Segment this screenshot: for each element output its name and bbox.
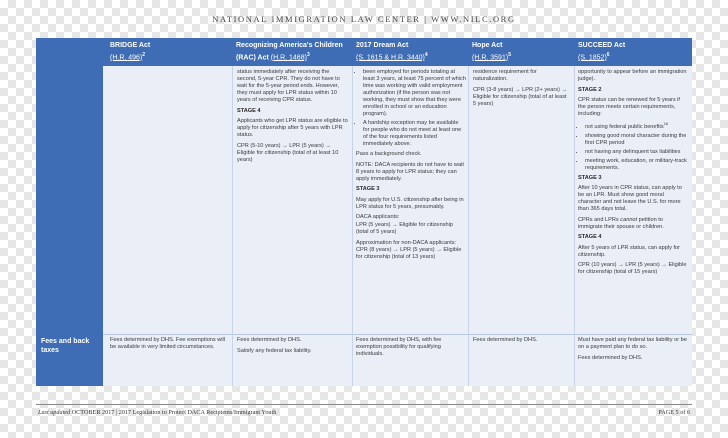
column-header-rac (236, 42, 354, 62)
bill-link[interactable]: (H.R. 1468) (270, 53, 307, 61)
footnote-ref: 6 (606, 51, 610, 58)
hope-residence-text: residence requirement for naturalization. (473, 69, 537, 82)
fees-rac-text: Fees determined by DHS. (237, 337, 302, 343)
fees-succeed-text: Fees determined by DHS. (578, 354, 643, 361)
footer-divider (36, 404, 692, 405)
comparison-table (36, 38, 692, 386)
column-header-succeed (578, 42, 688, 62)
rac-stage3-text: status immediately after receiving the second, 5-year CPR. They do not have to wait for the 5-year period ends. However, they must apply for LPR status within 10 years of receiving CPR status. (237, 69, 340, 103)
row-divider (103, 334, 692, 335)
row-header-continued (36, 66, 103, 334)
succeed-stage4-heading: STAGE 4 (578, 234, 602, 241)
fees-rac-tax-text: Satisfy any federal tax liability. (237, 347, 312, 354)
succeed-stage4-text: After 5 years of LPR status, can apply for citizenship. (578, 244, 680, 258)
list-item-text: not using federal public benefits (585, 123, 664, 130)
page-number: PAGE 5 of 6 (658, 409, 690, 416)
table-header-row (36, 38, 692, 66)
dream-daca-timeline: LPR (5 years) → Eligible for citizenship (total of 5 years) (356, 222, 453, 235)
column-title: SUCCEED Act (578, 42, 626, 49)
hope-details-cell (473, 69, 571, 111)
list-item: • A hardship exception may be available for people who do not meet at least one of the four requirements listed immediately above. (363, 120, 466, 148)
column-divider (574, 66, 575, 386)
list-item: • meeting work, education, or military-track requirements. (585, 158, 688, 172)
fees-bridge-cell (110, 337, 228, 355)
footnote-ref: 16 (663, 121, 669, 126)
column-divider (468, 66, 469, 386)
succeed-stage2-heading: STAGE 2 (578, 86, 602, 93)
list-item: • not having any delinquent tax liabilities (585, 149, 688, 156)
column-title: BRIDGE Act (110, 42, 151, 49)
succeed-requirements-list (578, 120, 688, 172)
footnote-ref: 3 (306, 51, 310, 58)
succeed-stage3-heading: STAGE 3 (578, 174, 602, 181)
updated-label: Last updated (38, 409, 71, 416)
rac-stage4-text: Applicants who get LPR status are eligible to apply for citizenship after 5 years with LPR status. (237, 118, 348, 138)
fees-hope-cell (473, 337, 571, 348)
page-header: NATIONAL IMMIGRATION LAW CENTER | WWW.NILC.ORG (212, 14, 516, 24)
list-item: • showing good moral character during the first CPR period (585, 133, 688, 147)
rac-timeline: CPR (5-10 years) → LPR (5 years) → Eligible for citizenship (total of at least 10 years) (237, 142, 339, 163)
dream-daca-label: DACA applicants: (356, 214, 400, 220)
succeed-intro: opportunity to appear before an immigration judge). (578, 69, 687, 82)
bill-link[interactable]: (S. 1615 & H.R. 3440) (356, 53, 425, 61)
text-part-italic: cannot (620, 216, 638, 223)
footnote-ref: 5 (508, 51, 511, 58)
column-header-bridge (110, 42, 220, 62)
fees-row-label: Fees and back taxes (41, 338, 90, 354)
dream-background-check: Pass a background check. (356, 151, 422, 157)
fees-dream-text: Fees determined by DHS, with fee exemption possibility for qualifying individuals. (356, 337, 442, 357)
dream-stage3-heading: STAGE 3 (356, 186, 380, 192)
list-item (585, 120, 688, 131)
column-divider (232, 66, 233, 386)
succeed-timeline: CPR (10 years) → LPR (5 years) → Eligible for citizenship (total of 15 years) (578, 262, 687, 276)
column-header-dream (356, 42, 466, 62)
fees-dream-cell (356, 337, 466, 362)
dream-requirements-list (356, 69, 466, 148)
rac-stage4-heading: STAGE 4 (237, 107, 261, 114)
rac-details-cell (237, 69, 349, 167)
succeed-stage3-text: After 10 years in CPR status, can apply to be an LPR. Must show good moral character and not leave the U.S. for more than 365 days total. (578, 185, 682, 213)
fees-succeed-cell (578, 337, 688, 365)
succeed-stage2-text: CPR status can be renewed for 5 years if the person meets certain requirements, including: (578, 97, 680, 117)
text-part: CPRs and LPRs (578, 216, 619, 223)
column-title: Hope Act (472, 42, 503, 49)
column-divider (352, 66, 353, 386)
footnote-ref: 4 (424, 51, 428, 58)
dream-note: NOTE: DACA recipients do not have to wait 8 years to apply for LPR status; they can apply immediately. (356, 161, 464, 182)
dream-details-cell (356, 69, 466, 264)
list-item: • been employed for periods totaling at least 3 years, at least 75 percent of which time was working with valid employment authorization (if the person was not working, they must show that they were enrolled in school or an education program). (363, 69, 466, 118)
document-title: | 2017 Legislation to Protect DACA Recipients/Immigrant Youth (115, 409, 277, 416)
footer-left (38, 409, 276, 416)
succeed-details-cell (578, 69, 688, 280)
succeed-petition-text (578, 217, 688, 231)
column-header-hope (472, 42, 572, 62)
fees-succeed-tax-text: Must have paid any federal tax liability or be on a payment plan to do so. (578, 337, 687, 350)
hope-timeline: CPR (3-8 years) → LPR (2+ years) → Eligible for citizenship (total of at least 5 years) (473, 86, 568, 107)
fees-rac-cell (237, 337, 349, 358)
column-title: Recognizing America's Children (RAC) Act (236, 42, 343, 61)
fees-bridge-text: Fees determined by DHS. Fee exemptions will be available in very limited circumstances. (110, 337, 226, 350)
bill-link[interactable]: (S. 1852) (578, 53, 607, 61)
updated-value: OCTOBER 2017 (71, 409, 115, 416)
footnote-ref: 2 (142, 51, 146, 58)
text-part: petition to immigrate their spouse or children. (578, 216, 664, 230)
dream-stage3-text: May apply for U.S. citizenship after being in LPR status for 5 years, presumably. (356, 196, 464, 210)
bill-link[interactable]: (H.R. 496) (110, 53, 143, 61)
row-header-fees (36, 334, 103, 386)
bill-link[interactable]: (H.R. 3591) (472, 53, 509, 61)
fees-hope-text: Fees determined by DHS. (473, 337, 538, 343)
dream-non-daca-timeline: Approximation for non-DACA applicants: CPR (8 years) → LPR (5 years) → Eligible for citizenship (total of 13 years) (356, 239, 462, 260)
column-title: 2017 Dream Act (356, 42, 409, 49)
